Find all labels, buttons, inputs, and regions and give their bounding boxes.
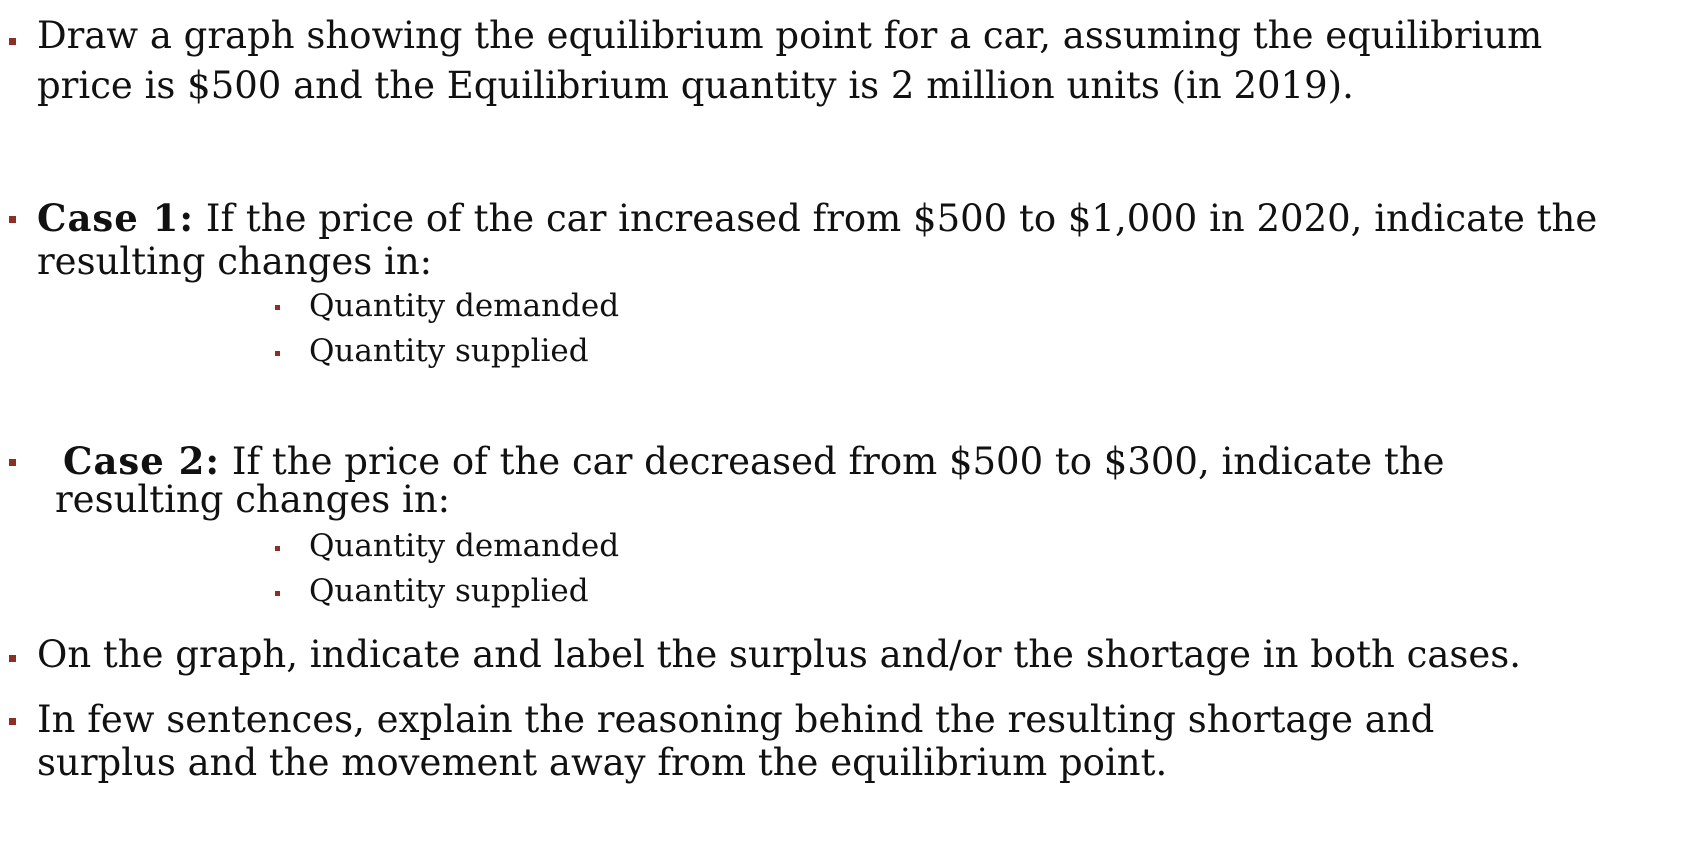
case2-line2: resulting changes in: <box>55 478 451 521</box>
bullet-marker <box>9 718 16 725</box>
case2-sub-item-2: Quantity supplied <box>309 573 589 609</box>
case2-text: If the price of the car decreased from $500 to $300, indicate the <box>220 440 1445 483</box>
bullet-marker <box>9 38 16 45</box>
item5-line1: In few sentences, explain the reasoning behind the resulting shortage and <box>37 698 1435 741</box>
case1-label: Case 1: <box>37 196 195 240</box>
sub-bullet-marker <box>275 305 280 310</box>
item1-line2: price is $500 and the Equilibrium quantity is 2 million units (in 2019). <box>37 64 1354 107</box>
bullet-marker <box>9 459 16 466</box>
case1-sub-item-2: Quantity supplied <box>309 333 589 369</box>
case2-sub-item-1: Quantity demanded <box>309 528 620 564</box>
sub-bullet-marker <box>275 351 280 356</box>
case2-label: Case 2: <box>63 439 221 483</box>
case1-line1 <box>37 196 1597 241</box>
item5-line2: surplus and the movement away from the equilibrium point. <box>37 741 1168 784</box>
sub-bullet-marker <box>275 546 280 551</box>
bullet-marker <box>9 216 16 223</box>
item1-line1: Draw a graph showing the equilibrium point for a car, assuming the equilibrium <box>37 14 1543 57</box>
bullet-marker <box>9 655 16 662</box>
case1-sub-item-1: Quantity demanded <box>309 288 620 324</box>
sub-bullet-marker <box>275 591 280 596</box>
case1-line2: resulting changes in: <box>37 240 433 283</box>
case1-text: If the price of the car increased from $500 to $1,000 in 2020, indicate the <box>194 197 1598 240</box>
item4-line1: On the graph, indicate and label the surplus and/or the shortage in both cases. <box>37 633 1522 676</box>
